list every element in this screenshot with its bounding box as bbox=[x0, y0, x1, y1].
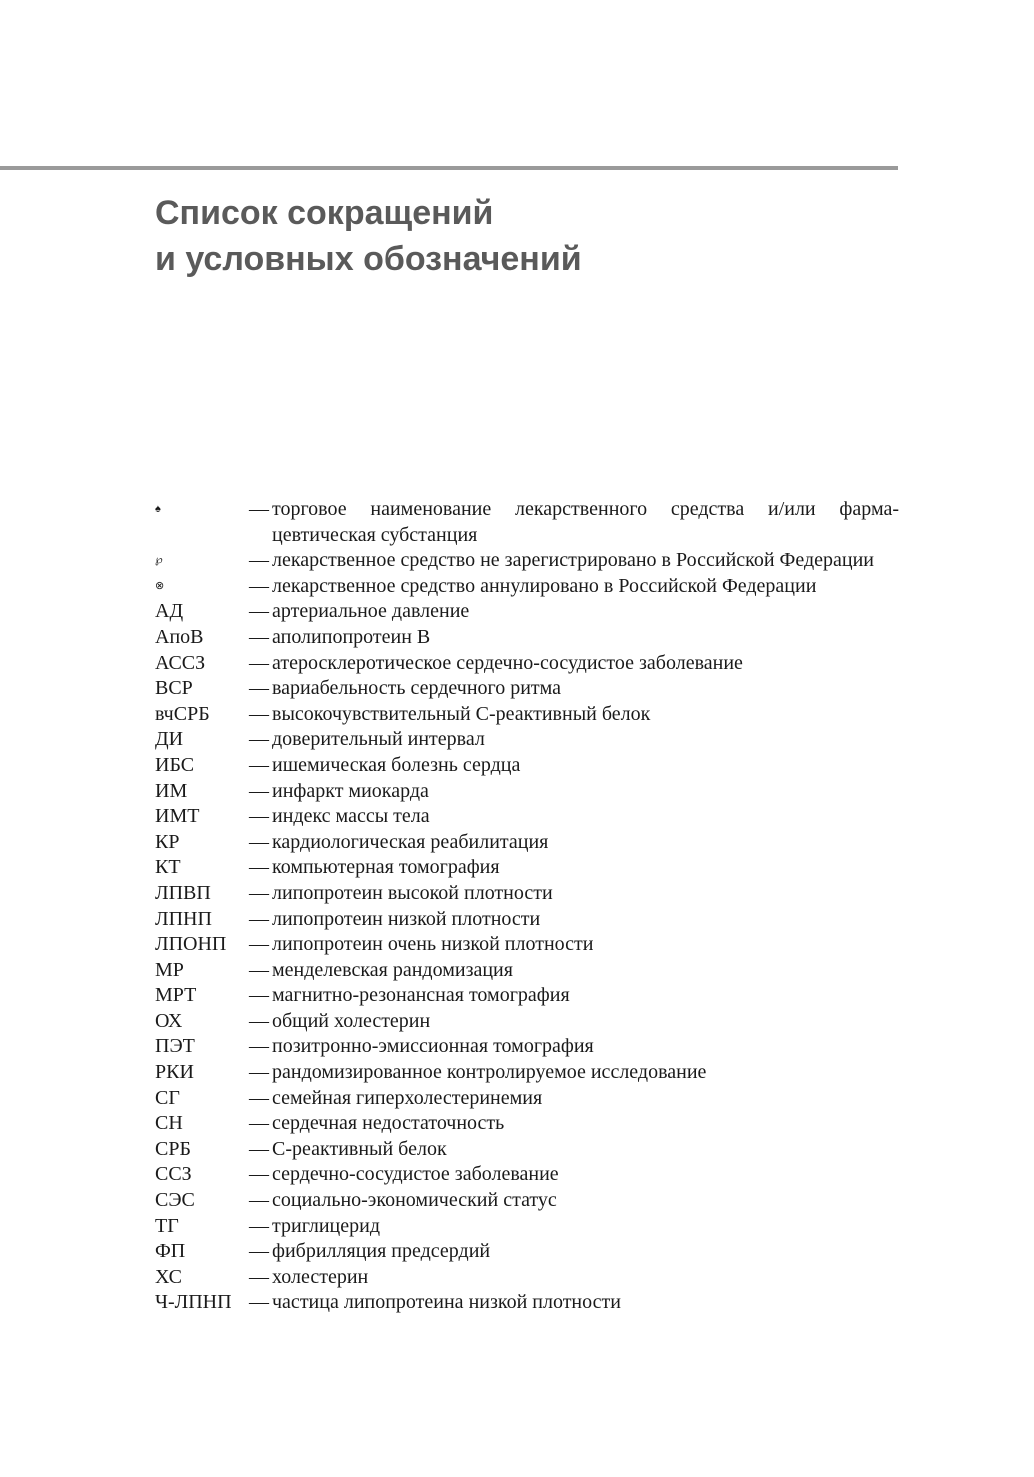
page-title bbox=[155, 190, 875, 282]
abbreviation-term: ИМТ bbox=[155, 805, 200, 828]
abbreviation-row bbox=[155, 1034, 899, 1060]
dash-separator: — bbox=[249, 1291, 269, 1314]
dash-separator: — bbox=[249, 1214, 269, 1237]
abbreviation-definition: вариабельность сердечного ритма bbox=[272, 677, 562, 700]
abbreviation-definition: общий холестерин bbox=[272, 1009, 431, 1032]
dash-separator: — bbox=[249, 1265, 269, 1288]
abbreviation-term: АД bbox=[155, 600, 184, 623]
abbreviation-definition: позитронно-эмиссионная томография bbox=[272, 1035, 594, 1058]
abbreviation-definition: менделевская рандомизация bbox=[272, 958, 513, 981]
abbreviation-term: МРТ bbox=[155, 984, 197, 1007]
abbreviation-row bbox=[155, 1214, 899, 1240]
abbreviation-row bbox=[155, 1137, 899, 1163]
dash-separator: — bbox=[249, 498, 269, 520]
abbreviation-definition: липопротеин низкой плотности bbox=[272, 907, 541, 930]
abbreviation-row bbox=[155, 983, 899, 1009]
dash-separator: — bbox=[249, 549, 269, 572]
abbreviation-definition: лекарственное средство не зарегистрировано в Российской Федерации bbox=[272, 549, 875, 572]
abbreviation-row bbox=[155, 753, 899, 779]
abbreviation-definition: инфаркт миокарда bbox=[272, 779, 429, 802]
dash-separator: — bbox=[249, 677, 269, 700]
abbreviation-definition: рандомизированное контролируемое исследование bbox=[272, 1061, 707, 1084]
abbreviation-definition: социально-экономический статус bbox=[272, 1189, 557, 1212]
abbreviation-definition: высокочувствительный С-реактивный белок bbox=[272, 702, 651, 725]
abbreviation-row bbox=[155, 702, 899, 728]
abbreviation-definition: компьютерная томография bbox=[272, 856, 500, 879]
abbreviation-term: ЛПОНП bbox=[155, 933, 227, 956]
dash-separator: — bbox=[249, 958, 269, 981]
abbreviation-row bbox=[155, 804, 899, 830]
dash-separator: — bbox=[249, 1061, 269, 1084]
abbreviation-row bbox=[155, 625, 899, 651]
abbreviation-term: СЭС bbox=[155, 1189, 195, 1212]
abbreviation-row bbox=[155, 676, 899, 702]
dash-separator: — bbox=[249, 830, 269, 853]
dash-separator: — bbox=[249, 984, 269, 1007]
abbreviation-term: СРБ bbox=[155, 1137, 191, 1160]
abbreviation-term: ССЗ bbox=[155, 1163, 192, 1186]
abbreviation-term: Ч-ЛПНП bbox=[155, 1291, 232, 1314]
abbreviation-definition: сердечно-сосудистое заболевание bbox=[272, 1163, 559, 1186]
dash-separator: — bbox=[249, 651, 269, 674]
abbreviation-term: вчСРБ bbox=[155, 702, 210, 725]
dash-separator: — bbox=[249, 881, 269, 904]
abbreviation-row bbox=[155, 1265, 899, 1291]
abbreviation-definition: холестерин bbox=[272, 1265, 369, 1288]
abbreviation-row bbox=[155, 881, 899, 907]
abbreviation-list bbox=[155, 497, 899, 1316]
abbreviation-term: ЛПВП bbox=[155, 881, 211, 904]
dash-separator: — bbox=[249, 625, 269, 648]
dash-separator: — bbox=[249, 805, 269, 828]
abbreviation-definition: триглицерид bbox=[272, 1214, 381, 1237]
dash-separator: — bbox=[249, 856, 269, 879]
abbreviation-definition: липопротеин высокой плотности bbox=[272, 881, 553, 904]
abbreviation-row bbox=[155, 1086, 899, 1112]
abbreviation-row bbox=[155, 651, 899, 677]
abbreviation-definition: артериальное давление bbox=[272, 600, 470, 623]
abbreviation-term: ХС bbox=[155, 1265, 183, 1288]
abbreviation-term: ДИ bbox=[155, 728, 184, 751]
title-line-1: Список сокращений bbox=[155, 194, 494, 232]
abbreviation-definition: доверительный интервал bbox=[272, 728, 485, 751]
abbreviation-row bbox=[155, 574, 899, 600]
abbreviation-row bbox=[155, 599, 899, 625]
abbreviation-term: ИМ bbox=[155, 779, 188, 802]
dash-separator: — bbox=[249, 1137, 269, 1160]
title-line-2: и условных обозначений bbox=[155, 240, 582, 278]
abbreviation-definition: аполипопротеин B bbox=[272, 625, 431, 648]
abbreviation-definition: ишемическая болезнь сердца bbox=[272, 753, 521, 776]
abbreviation-term: АССЗ bbox=[155, 651, 206, 674]
abbreviation-row bbox=[155, 1239, 899, 1265]
abbreviation-definition: торговое наименование лекарственного средства и/или фарма-цевтическая субстанция bbox=[272, 498, 899, 546]
abbreviation-definition: сердечная недостаточность bbox=[272, 1112, 505, 1135]
abbreviation-definition: частица липопротеина низкой плотности bbox=[272, 1291, 621, 1314]
abbreviation-row bbox=[155, 830, 899, 856]
abbreviation-term: ПЭТ bbox=[155, 1035, 195, 1058]
spade-symbol-icon: ♠ bbox=[155, 503, 161, 515]
abbreviation-row bbox=[155, 958, 899, 984]
abbreviation-term: СН bbox=[155, 1112, 183, 1135]
abbreviation-definition: кардиологическая реабилитация bbox=[272, 830, 549, 853]
abbreviation-term: РКИ bbox=[155, 1061, 194, 1084]
abbreviation-row bbox=[155, 855, 899, 881]
dash-separator: — bbox=[249, 1163, 269, 1186]
abbreviation-term: ОХ bbox=[155, 1009, 183, 1032]
dash-separator: — bbox=[249, 600, 269, 623]
abbreviation-term: СГ bbox=[155, 1086, 180, 1109]
abbreviation-definition: семейная гиперхолестеринемия bbox=[272, 1086, 543, 1109]
dash-separator: — bbox=[249, 1035, 269, 1058]
abbreviation-term: КТ bbox=[155, 856, 181, 879]
annulled-symbol-icon: ⊗ bbox=[155, 579, 165, 592]
dash-separator: — bbox=[249, 1240, 269, 1263]
dash-separator: — bbox=[249, 574, 269, 597]
abbreviation-definition: липопротеин очень низкой плотности bbox=[272, 933, 594, 956]
abbreviation-term: ЛПНП bbox=[155, 907, 212, 930]
abbreviation-row bbox=[155, 1009, 899, 1035]
dash-separator: — bbox=[249, 728, 269, 751]
abbreviation-row bbox=[155, 932, 899, 958]
abbreviation-term: ВСР bbox=[155, 677, 193, 700]
abbreviation-term: ИБС bbox=[155, 753, 195, 776]
dash-separator: — bbox=[249, 1086, 269, 1109]
dash-separator: — bbox=[249, 1112, 269, 1135]
abbreviation-row bbox=[155, 1188, 899, 1214]
abbreviation-term: МР bbox=[155, 958, 184, 981]
abbreviation-row bbox=[155, 1111, 899, 1137]
dash-separator: — bbox=[249, 1009, 269, 1032]
dash-separator: — bbox=[249, 1189, 269, 1212]
abbreviation-term: АпоB bbox=[155, 625, 204, 648]
abbreviation-row bbox=[155, 907, 899, 933]
abbreviation-definition: фибрилляция предсердий bbox=[272, 1240, 491, 1263]
abbreviation-row bbox=[155, 1290, 899, 1316]
top-rule bbox=[0, 166, 898, 170]
abbreviation-row bbox=[155, 548, 899, 574]
abbreviation-term: ТГ bbox=[155, 1214, 179, 1237]
abbreviation-row bbox=[155, 779, 899, 805]
abbreviation-definition: атеросклеротическое сердечно-сосудистое заболевание bbox=[272, 651, 743, 674]
abbreviation-term: ФП bbox=[155, 1240, 186, 1263]
abbreviation-definition: индекс массы тела bbox=[272, 805, 430, 828]
dash-separator: — bbox=[249, 907, 269, 930]
abbreviation-definition: С-реактивный белок bbox=[272, 1137, 447, 1160]
dash-separator: — bbox=[249, 779, 269, 802]
abbreviation-row bbox=[155, 727, 899, 753]
dash-separator: — bbox=[249, 933, 269, 956]
abbreviation-row bbox=[155, 1162, 899, 1188]
dash-separator: — bbox=[249, 702, 269, 725]
abbreviation-row bbox=[155, 1060, 899, 1086]
abbreviation-definition: лекарственное средство аннулировано в Российской Федерации bbox=[272, 574, 817, 597]
abbreviation-definition: магнитно-резонансная томография bbox=[272, 984, 570, 1007]
dash-separator: — bbox=[249, 753, 269, 776]
unregistered-symbol-icon: ℘ bbox=[155, 554, 163, 567]
abbreviation-row bbox=[155, 497, 899, 548]
abbreviation-term: КР bbox=[155, 830, 180, 853]
